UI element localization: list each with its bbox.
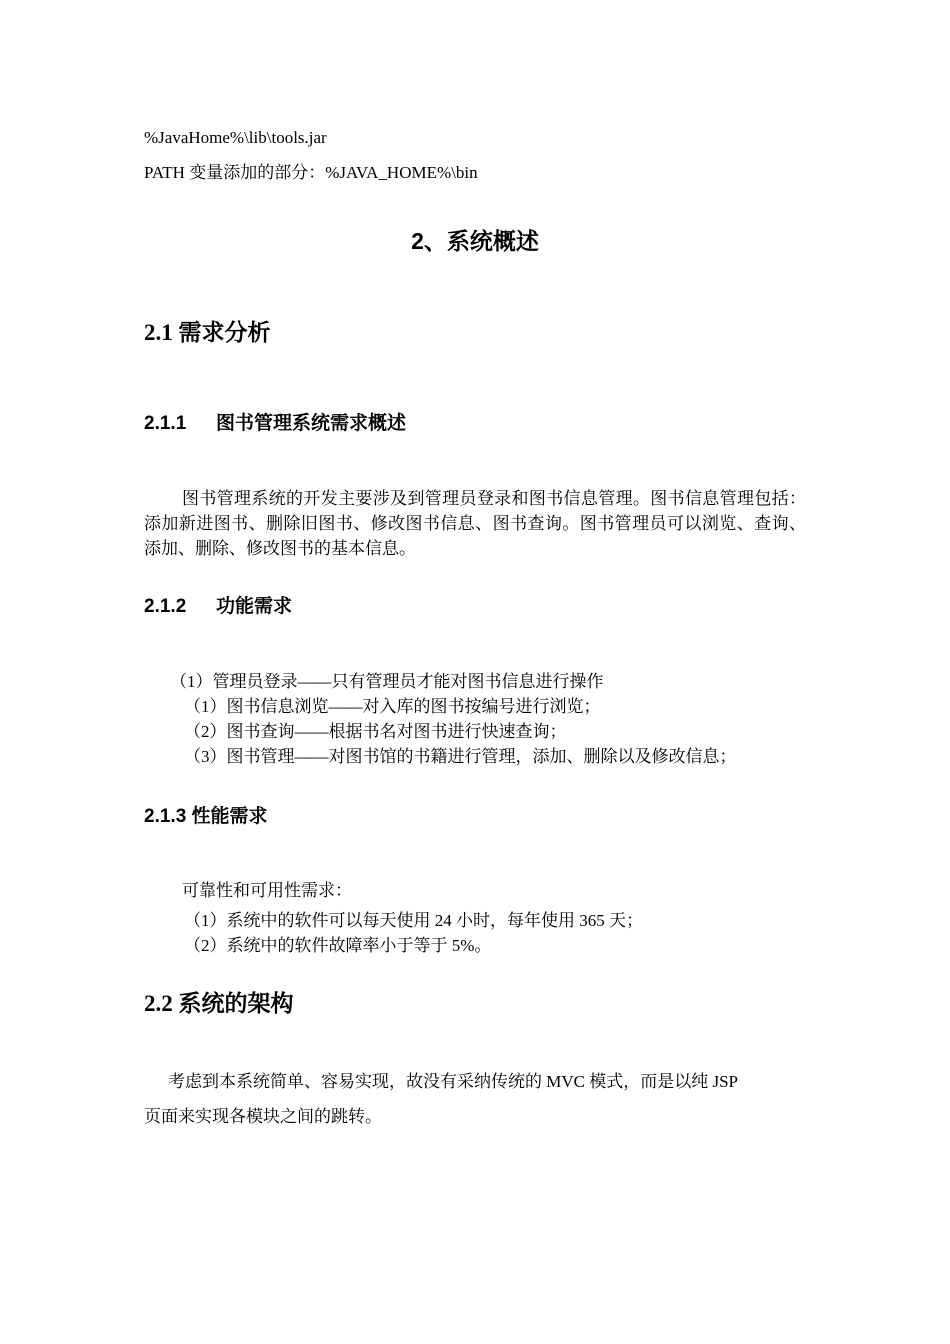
- function-item-browse: （1）图书信息浏览——对入库的图书按编号进行浏览；: [184, 697, 601, 716]
- section-2-1-1-number: 2.1.1: [144, 413, 187, 434]
- section-2-1-1-title: 图书管理系统需求概述: [216, 413, 407, 434]
- section-2-1-2-number: 2.1.2: [144, 596, 187, 617]
- classpath-line: %JavaHome%\lib\tools.jar: [144, 128, 327, 147]
- chapter-title: 2、系统概述: [411, 228, 539, 254]
- architecture-line-2: 页面来实现各模块之间的跳转。: [144, 1107, 382, 1126]
- function-item-query: （2）图书查询——根据书名对图书进行快速查询；: [184, 722, 567, 741]
- section-2-1-3-heading: 2.1.3 性能需求: [144, 806, 268, 827]
- section-2-2-heading: 2.2 系统的架构: [144, 991, 294, 1016]
- section-2-1-heading: 2.1 需求分析: [144, 320, 271, 345]
- section-2-1-2-heading: [144, 597, 292, 616]
- function-item-admin-login: （1）管理员登录——只有管理员才能对图书信息进行操作: [170, 672, 604, 691]
- performance-item-failure-rate: （2）系统中的软件故障率小于等于 5%。: [184, 936, 492, 955]
- section-2-1-1-paragraph: 图书管理系统的开发主要涉及到管理员登录和图书信息管理。图书信息管理包括：添加新进图书、删除旧图书、修改图书信息、图书查询。图书管理员可以浏览、查询、添加、删除、修改图书的基本信息。: [144, 489, 806, 558]
- performance-intro: 可靠性和可用性需求：: [182, 881, 352, 900]
- function-item-manage: （3）图书管理——对图书馆的书籍进行管理，添加、删除以及修改信息；: [184, 747, 737, 766]
- section-2-1-1-heading: [144, 414, 406, 433]
- path-line: PATH 变量添加的部分：%JAVA_HOME%\bin: [144, 163, 478, 182]
- architecture-line-1: 考虑到本系统简单、容易实现，故没有采纳传统的 MVC 模式，而是以纯 JSP: [168, 1072, 739, 1091]
- section-2-1-2-title: 功能需求: [216, 596, 293, 617]
- performance-item-availability: （1）系统中的软件可以每天使用 24 小时，每年使用 365 天；: [184, 911, 643, 930]
